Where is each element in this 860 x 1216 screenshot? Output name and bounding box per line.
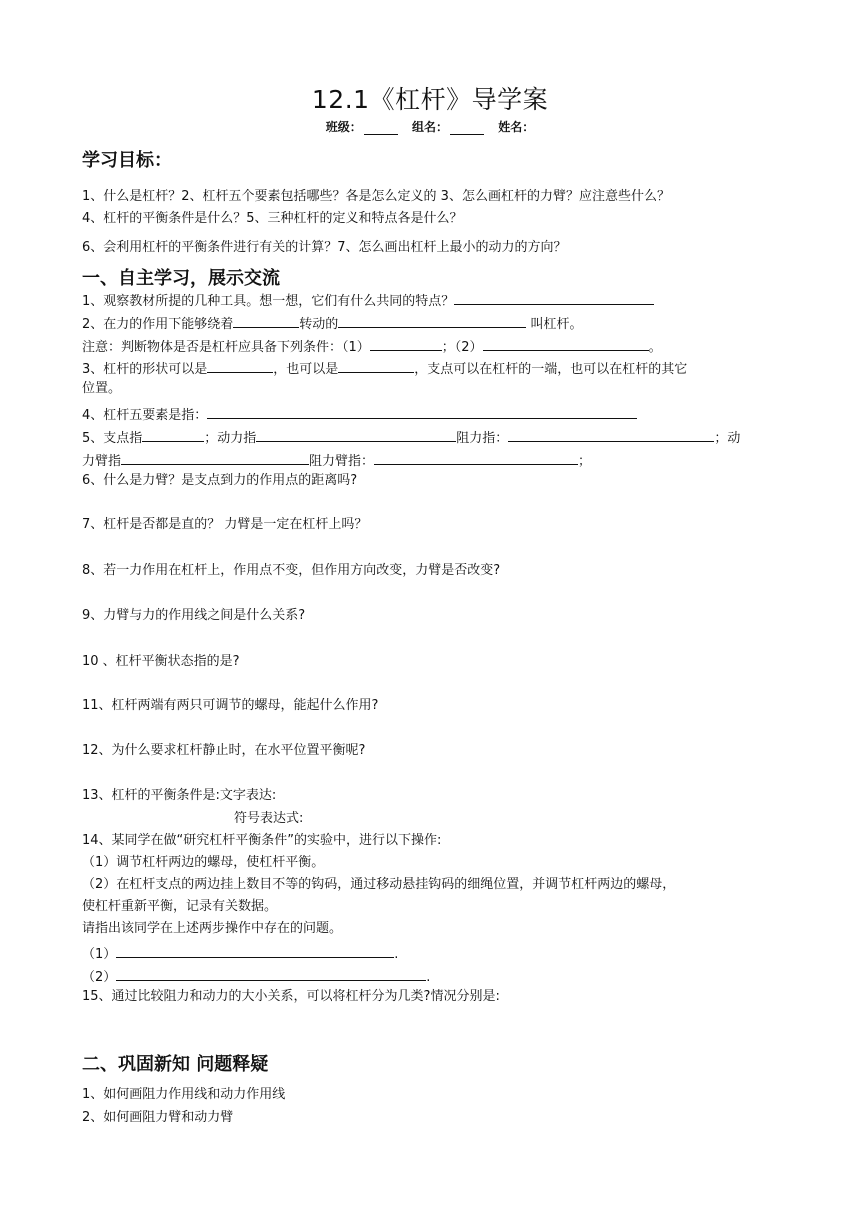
answer-blank[interactable] [338, 358, 414, 373]
section2-line: 1、如何画阻力作用线和动力作用线 [82, 1087, 286, 1102]
answer-blank[interactable] [116, 966, 426, 981]
question-4: 4、杠杆五要素是指： [82, 404, 637, 425]
question-14-prompt: 请指出该同学在上述两步操作中存在的问题。 [82, 921, 343, 936]
answer-blank[interactable] [483, 336, 649, 351]
question-7: 7、杠杆是否都是直的？ 力臂是一定在杠杆上吗？ [82, 517, 368, 532]
class-label: 班级： [325, 120, 362, 134]
answer-blank[interactable] [508, 427, 714, 442]
note-line: 注意：判断物体是否是杠杆应具备下列条件：（1） ；（2） 。 [82, 336, 662, 357]
question-14-step2: （2）在杠杆支点的两边挂上数目不等的钩码，通过移动悬挂钩码的细绳位置，并调节杠杆两边的螺母， [82, 877, 676, 892]
question-5: 5、支点指 ；动力指 阻力指： ；动 [82, 427, 740, 448]
goal-line: 1、什么是杠杆？2、杠杆五个要素包括哪些？各是怎么定义的 3、怎么画杠杆的力臂？应注意些什么？ [82, 189, 670, 204]
answer-blank[interactable] [121, 450, 309, 465]
section2-heading: 二、巩固新知 问题释疑 [82, 1054, 269, 1075]
section2-line: 2、如何画阻力臂和动力臂 [82, 1110, 234, 1125]
answer-blank[interactable] [370, 336, 442, 351]
answer-blank[interactable] [116, 943, 394, 958]
goals-heading: 学习目标： [82, 150, 172, 171]
answer-blank[interactable] [233, 313, 299, 328]
group-label: 组名： [411, 120, 448, 134]
question-2: 2、在力的作用下能够绕着 转动的 叫杠杆。 [82, 313, 582, 334]
question-14: 14、某同学在做“研究杠杆平衡条件”的实验中，进行以下操作: [82, 833, 442, 848]
answer-blank[interactable] [207, 404, 637, 419]
group-blank[interactable] [450, 122, 484, 135]
answer-blank[interactable] [142, 427, 204, 442]
student-info-line [0, 118, 860, 135]
goal-line: 4、杠杆的平衡条件是什么？5、三种杠杆的定义和特点各是什么？ [82, 211, 463, 226]
question-14-answer1: （1） . [82, 943, 398, 964]
answer-blank[interactable] [207, 358, 273, 373]
goal-line: 6、会利用杠杆的平衡条件进行有关的计算？7、怎么画出杠杆上最小的动力的方向？ [82, 240, 567, 255]
question-14-step1: （1）调节杠杆两边的螺母，使杠杆平衡。 [82, 855, 325, 870]
question-13-symbol: 符号表达式: [234, 811, 304, 826]
question-14-step2-cont: 使杠杆重新平衡，记录有关数据。 [82, 899, 278, 914]
answer-blank[interactable] [454, 290, 654, 305]
class-blank[interactable] [364, 122, 398, 135]
answer-blank[interactable] [374, 450, 578, 465]
question-1: 1、观察教材所提的几种工具。想一想，它们有什么共同的特点？ [82, 290, 654, 311]
question-3-cont: 位置。 [82, 381, 122, 396]
question-5-cont: 力臂指 阻力臂指： ； [82, 450, 591, 471]
question-9: 9、力臂与力的作用线之间是什么关系? [82, 608, 306, 623]
question-14-answer2: （2） . [82, 966, 430, 987]
question-3: 3、杠杆的形状可以是 ，也可以是 ，支点可以在杠杆的一端，也可以在杠杆的其它 [82, 358, 687, 379]
name-label: 姓名： [498, 120, 535, 134]
answer-blank[interactable] [338, 313, 526, 328]
question-6: 6、什么是力臂？是支点到力的作用点的距离吗? [82, 473, 358, 488]
question-15: 15、通过比较阻力和动力的大小关系，可以将杠杆分为几类?情况分别是: [82, 989, 500, 1004]
question-12: 12、为什么要求杠杆静止时，在水平位置平衡呢? [82, 743, 366, 758]
question-11: 11、杠杆两端有两只可调节的螺母，能起什么作用? [82, 698, 379, 713]
question-10: 10 、杠杆平衡状态指的是? [82, 654, 240, 669]
section1-heading: 一、自主学习，展示交流 [82, 268, 280, 289]
question-13: 13、杠杆的平衡条件是:文字表达: [82, 788, 277, 803]
answer-blank[interactable] [256, 427, 456, 442]
page-title: 12.1《杠杆》导学案 [311, 85, 549, 114]
question-8: 8、若一力作用在杠杆上，作用点不变，但作用方向改变，力臂是否改变? [82, 563, 501, 578]
